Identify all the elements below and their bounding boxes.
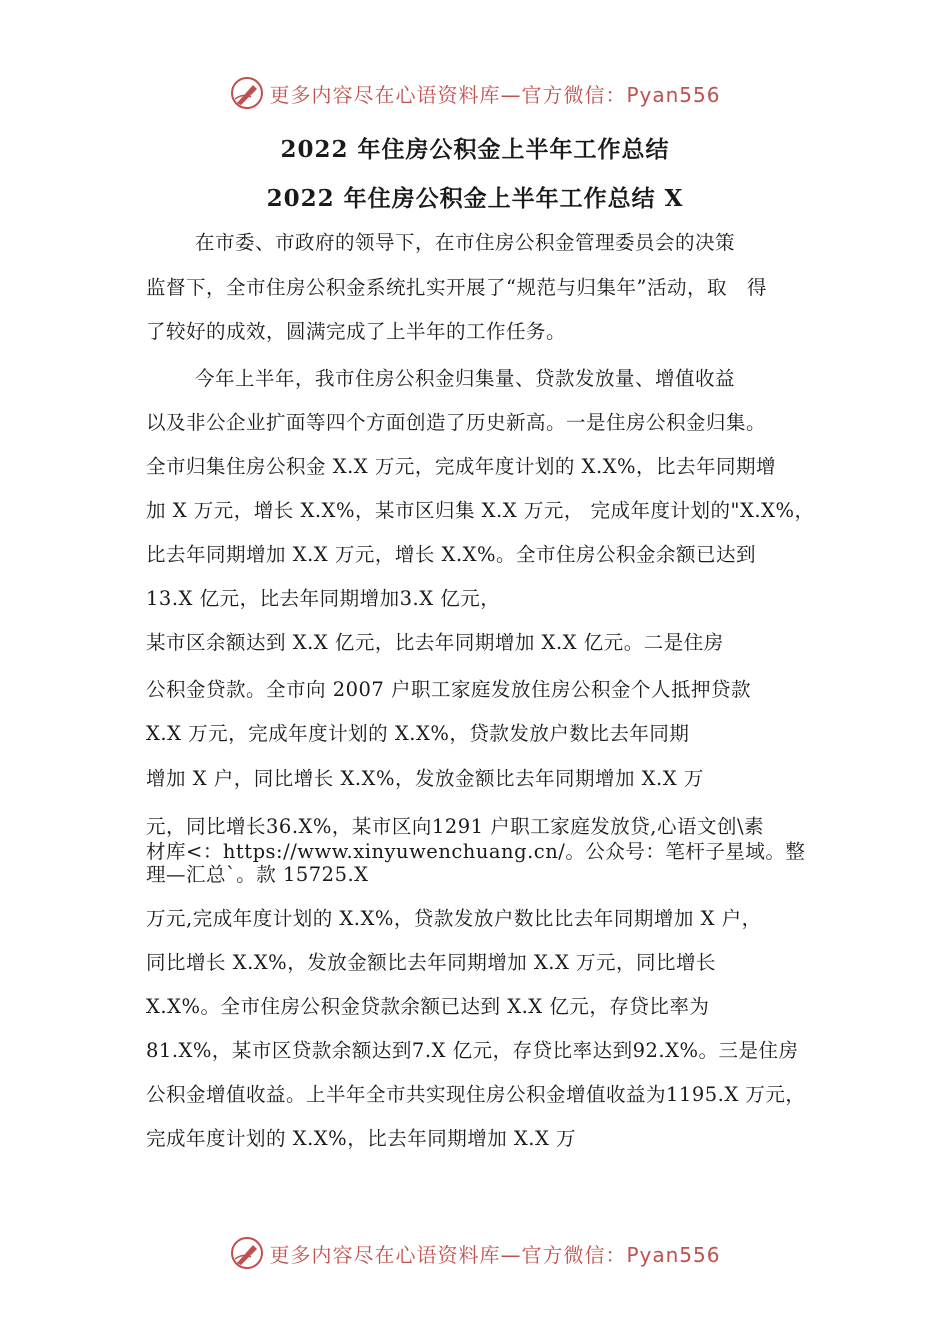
text-line: 元，同比增长36.X%，某市区向1291 户职工家庭发放贷,心语文创\素	[146, 815, 765, 838]
watermark-text: 更多内容尽在心语资料库—官方微信：Pyan556	[269, 82, 721, 107]
text-line: 公积金增值收益。上半年全市共实现住房公积金增值收益为1195.X 万元，	[146, 1083, 806, 1106]
watermark-header	[0, 73, 950, 113]
text-line: 了较好的成效，圆满完成了上半年的工作任务。	[146, 320, 567, 343]
text-line: 增加 X 户，同比增长 X.X%，发放金额比去年同期增加 X.X 万	[146, 767, 704, 790]
text-line: 同比增长 X.X%，发放金额比去年同期增加 X.X 万元，同比增长	[146, 951, 717, 974]
text-line: 完成年度计划的 X.X%，比去年同期增加 X.X 万	[146, 1127, 577, 1150]
text-line: 在市委、市政府的领导下，在市住房公积金管理委员会的决策	[195, 231, 736, 254]
text-line: X.X 万元，完成年度计划的 X.X%，贷款发放户数比去年同期	[146, 722, 690, 745]
text-line: 81.X%，某市区贷款余额达到7.X 亿元，存贷比率达到92.X%。三是住房	[146, 1039, 799, 1062]
pen-logo-icon	[229, 1235, 265, 1271]
text-line: 全市归集住房公积金 X.X 万元，完成年度计划的 X.X%，比去年同期增	[146, 455, 777, 478]
text-line: 加 X 万元，增长 X.X%，某市区归集 X.X 万元， 完成年度计划的"X.X%，	[146, 499, 815, 522]
watermark-footer	[0, 1233, 950, 1273]
watermark-text: 更多内容尽在心语资料库—官方微信：Pyan556	[269, 1242, 721, 1267]
pen-logo-icon	[229, 75, 265, 111]
text-line: 13.X 亿元，比去年同期增加3.X 亿元，	[146, 587, 501, 610]
text-line: 比去年同期增加 X.X 万元，增长 X.X%。全市住房公积金余额已达到	[146, 543, 757, 566]
document-title: 2022 年住房公积金上半年工作总结	[280, 136, 670, 163]
text-line: 今年上半年，我市住房公积金归集量、贷款发放量、增值收益	[195, 367, 736, 390]
text-line: 理—汇总`。款 15725.X	[146, 863, 369, 886]
text-line: 公积金贷款。全市向 2007 户职工家庭发放住房公积金个人抵押贷款	[146, 678, 752, 701]
text-line: X.X%。全市住房公积金贷款余额已达到 X.X 亿元，存贷比率为	[146, 995, 710, 1018]
text-line: 某市区余额达到 X.X 亿元，比去年同期增加 X.X 亿元。二是住房	[146, 631, 724, 654]
text-line: 以及非公企业扩面等四个方面创造了历史新高。一是住房公积金归集。	[146, 411, 767, 434]
text-line: 监督下，全市住房公积金系统扎实开展了“规范与归集年”活动，取 得	[146, 276, 767, 299]
text-line: 万元,完成年度计划的 X.X%，贷款发放户数比比去年同期增加 X 户，	[146, 907, 762, 930]
text-line: 材库<：https://www.xinyuwenchuang.cn/。公众号：笔杆子星域。整	[146, 840, 806, 863]
document-subtitle: 2022 年住房公积金上半年工作总结 X	[266, 185, 684, 212]
